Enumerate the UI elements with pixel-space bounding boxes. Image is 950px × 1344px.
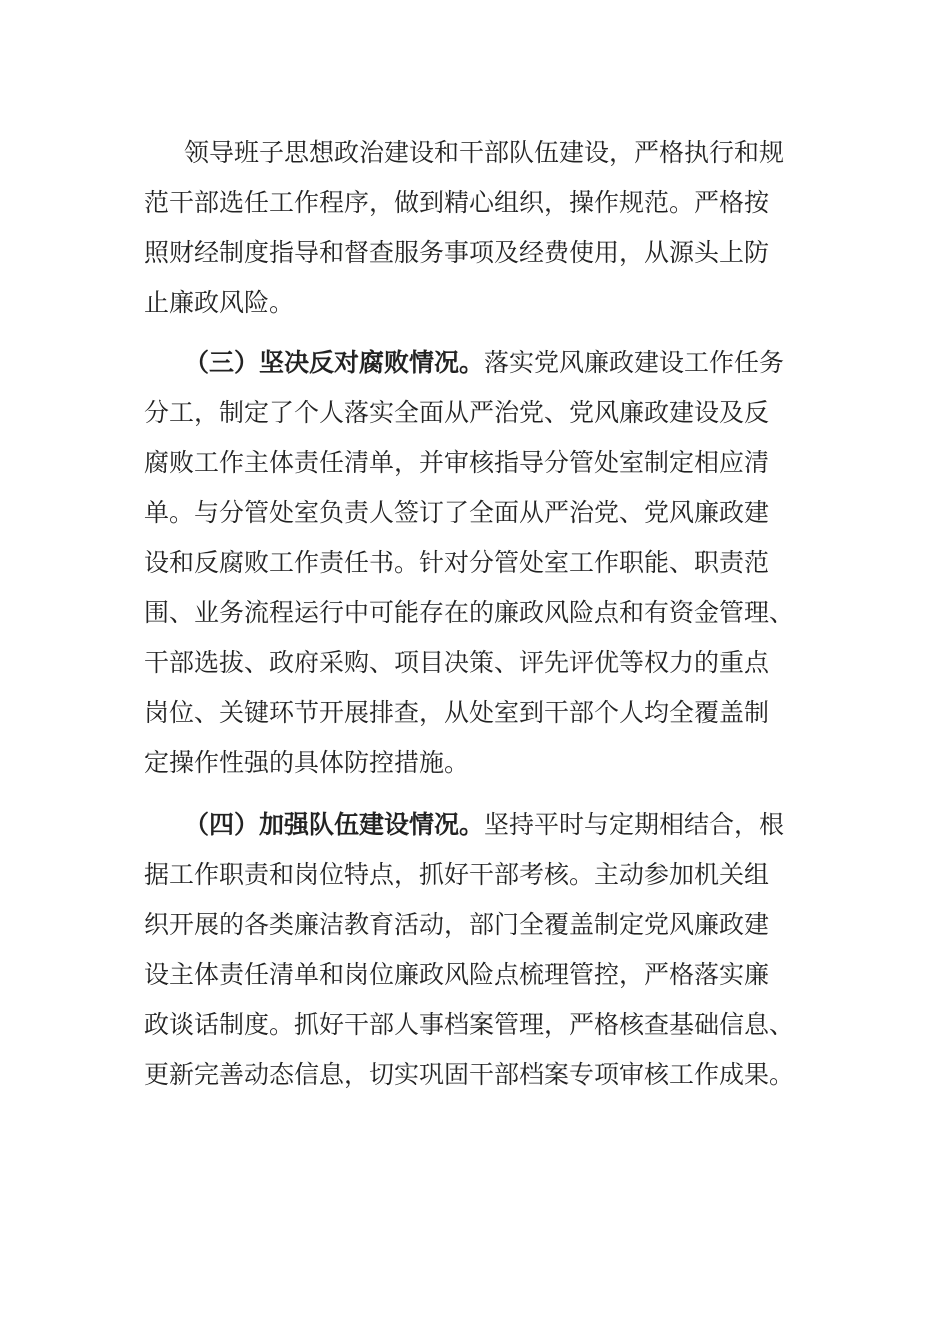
paragraph-line-text: 坚持平时与定期相结合，根	[484, 810, 785, 839]
paragraph-first-line	[144, 338, 806, 388]
paragraph-line: 腐败工作主体责任清单，并审核指导分管处室制定相应清	[144, 448, 770, 477]
paragraph-line: 政谈话制度。抓好干部人事档案管理，严格核查基础信息、	[144, 1010, 795, 1039]
paragraph-line: 岗位、关键环节开展排查，从处室到干部个人均全覆盖制	[144, 698, 770, 727]
section-heading: （四）加强队伍建设情况。	[184, 810, 485, 839]
paragraph-line: 据工作职责和岗位特点，抓好干部考核。主动参加机关组	[144, 860, 770, 889]
paragraph-anti-corruption	[144, 338, 806, 788]
paragraph-line: 分工，制定了个人落实全面从严治党、党风廉政建设及反	[144, 398, 770, 427]
paragraph-line: 设主体责任清单和岗位廉政风险点梳理管控，严格落实廉	[144, 960, 770, 989]
paragraph-line: 设和反腐败工作责任书。针对分管处室工作职能、职责范	[144, 548, 770, 577]
section-heading: （三）坚决反对腐败情况。	[184, 348, 485, 377]
paragraph-line: 照财经制度指导和督查服务事项及经费使用，从源头上防	[144, 238, 770, 267]
paragraph-line: 止廉政风险。	[144, 288, 295, 317]
paragraph-line: 领导班子思想政治建设和干部队伍建设，严格执行和规	[184, 138, 785, 167]
paragraph-team-building	[144, 800, 806, 1100]
paragraph-line: 范干部选任工作程序，做到精心组织，操作规范。严格按	[144, 188, 770, 217]
paragraph-line: 定操作性强的具体防控措施。	[144, 748, 470, 777]
paragraph-line: 干部选拔、政府采购、项目决策、评先评优等权力的重点	[144, 648, 770, 677]
paragraph-leadership-building	[144, 128, 806, 328]
paragraph-first-line	[144, 800, 806, 850]
paragraph-line: 更新完善动态信息，切实巩固干部档案专项审核工作成果。	[144, 1060, 795, 1089]
paragraph-line: 围、业务流程运行中可能存在的廉政风险点和有资金管理、	[144, 598, 795, 627]
paragraph-line: 单。与分管处室负责人签订了全面从严治党、党风廉政建	[144, 498, 770, 527]
paragraph-line: 织开展的各类廉洁教育活动，部门全覆盖制定党风廉政建	[144, 910, 770, 939]
paragraph-line-text: 落实党风廉政建设工作任务	[484, 348, 785, 377]
